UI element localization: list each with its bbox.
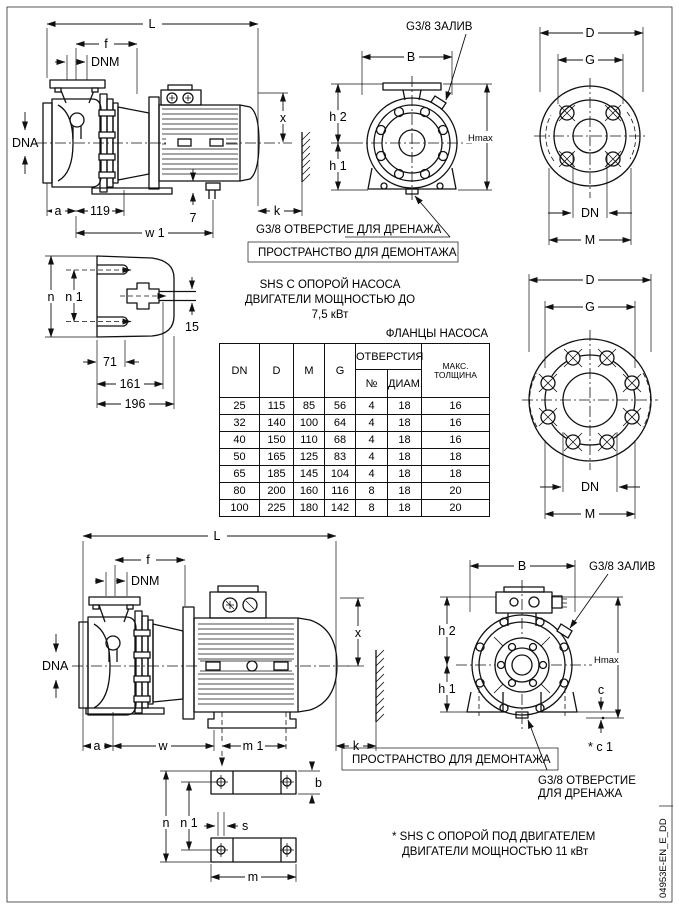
cell: 18	[388, 500, 422, 517]
cell: 8	[356, 483, 388, 500]
motor-foot-plates-view	[158, 751, 322, 884]
drain-callout-line1: G3/8 ОТВЕРСТИЕ	[538, 775, 636, 787]
cell: 40	[220, 432, 260, 449]
cell: 200	[260, 483, 294, 500]
table-header-row-1	[220, 344, 490, 370]
cell: 180	[294, 500, 325, 517]
dim-label-DNA: DNA	[42, 659, 69, 673]
table-row	[220, 432, 490, 449]
flange-view-8holes	[522, 273, 658, 521]
flange-view-4holes	[534, 26, 646, 247]
cell: 83	[325, 449, 356, 466]
cell: 115	[260, 398, 294, 415]
cell: 100	[294, 415, 325, 432]
document-code: 04953E-EN_E_DD	[658, 818, 669, 898]
dim-label-m1: m 1	[242, 739, 264, 753]
dim-label-M: M	[584, 507, 596, 521]
cell: 20	[422, 500, 490, 517]
cell: 4	[356, 398, 388, 415]
dim-label-x: x	[354, 626, 362, 640]
dim-label-D: D	[585, 273, 595, 287]
dim-label-D: D	[585, 26, 595, 40]
dim-label-k: k	[273, 204, 281, 218]
cell: 140	[260, 415, 294, 432]
dim-label-n1: n 1	[65, 290, 83, 304]
dim-label-DNA: DNA	[12, 136, 39, 150]
drain-callout-line2: ДЛЯ ДРЕНАЖА	[538, 788, 623, 800]
cell: 142	[325, 500, 356, 517]
table-row	[220, 449, 490, 466]
cell: 16	[422, 432, 490, 449]
cell: 4	[356, 415, 388, 432]
cell: 18	[422, 466, 490, 483]
cell: 18	[388, 466, 422, 483]
cell: 18	[422, 449, 490, 466]
col-header-diam: ДИАМ.	[388, 370, 422, 398]
dim-label-L: L	[213, 529, 221, 543]
dim-label-h1: h 1	[438, 682, 456, 696]
note-motor-support-line2: ДВИГАТЕЛИ МОЩНОСТЬЮ 11 кВт	[402, 846, 589, 858]
note-pump-support-line1: SHS С ОПОРОЙ НАСОСА	[259, 279, 401, 291]
cell: 56	[325, 398, 356, 415]
cell: 165	[260, 449, 294, 466]
cell: 68	[325, 432, 356, 449]
dim-label-c1: * c 1	[588, 740, 614, 754]
col-header-num: №	[356, 370, 388, 398]
dim-label-m: m	[247, 870, 259, 884]
note-motor-support-line1: * SHS С ОПОРОЙ ПОД ДВИГАТЕЛЕМ	[392, 831, 596, 843]
dim-label-b: b	[315, 776, 322, 790]
col-header-dn: DN	[220, 344, 260, 398]
dim-label-DN: DN	[580, 206, 600, 220]
dim-label-G: G	[585, 300, 595, 314]
fill-plug-callout: G3/8 ЗАЛИВ	[406, 21, 473, 33]
dim-label-B: B	[517, 559, 527, 573]
note-pump-support-line2: ДВИГАТЕЛИ МОЩНОСТЬЮ ДО	[244, 294, 416, 306]
cell: 25	[220, 398, 260, 415]
dismantling-space-label: ПРОСТРАНСТВО ДЛЯ ДЕМОНТАЖА	[352, 754, 551, 766]
cell: 4	[356, 432, 388, 449]
dim-label-DNM: DNM	[91, 55, 120, 69]
col-header-holes: ОТВЕРСТИЯ	[356, 344, 422, 370]
cell: 185	[260, 466, 294, 483]
dim-label-w: w	[158, 739, 168, 753]
dim-label-k: k	[352, 739, 360, 753]
dim-label-71: 71	[103, 355, 117, 369]
dim-label-n: n	[47, 290, 55, 304]
dismantling-space-label: ПРОСТРАНСТВО ДЛЯ ДЕМОНТАЖА	[258, 247, 457, 259]
dim-label-x: x	[279, 111, 287, 125]
dim-label-a: a	[54, 204, 62, 218]
dim-label-c: c	[597, 683, 605, 697]
dim-label-196: 196	[124, 397, 146, 411]
cell: 16	[422, 415, 490, 432]
cell: 80	[220, 483, 260, 500]
dim-label-L: L	[148, 17, 156, 31]
cell: 116	[325, 483, 356, 500]
col-header-max-line1: МАКС.	[442, 360, 469, 371]
cell: 18	[388, 483, 422, 500]
cell: 100	[220, 500, 260, 517]
cell: 18	[388, 398, 422, 415]
dim-label-w1: w 1	[145, 226, 165, 240]
table-row	[220, 466, 490, 483]
drain-callout: G3/8 ОТВЕРСТИЕ ДЛЯ ДРЕНАЖА	[256, 224, 442, 236]
col-header-max-line2: ТОЛЩИНА	[434, 369, 477, 380]
dim-label-h2: h 2	[438, 624, 456, 638]
note-pump-support-line3: 7,5 кВт	[311, 309, 349, 321]
col-header-m: M	[294, 344, 325, 398]
dim-label-s: s	[242, 819, 249, 833]
dim-label-7: 7	[189, 211, 197, 225]
cell: 50	[220, 449, 260, 466]
col-header-g: G	[325, 344, 356, 398]
dim-label-M: M	[584, 233, 596, 247]
dim-label-119: 119	[90, 204, 110, 218]
cell: 32	[220, 415, 260, 432]
dim-label-161: 161	[119, 377, 141, 391]
dim-label-DNM: DNM	[131, 574, 160, 588]
cell: 104	[325, 466, 356, 483]
cell: 65	[220, 466, 260, 483]
col-header-max-thickness	[422, 344, 490, 398]
dim-label-G: G	[585, 53, 595, 67]
cell: 18	[388, 415, 422, 432]
dim-label-h1: h 1	[329, 159, 347, 173]
flange-table	[219, 343, 490, 517]
pump-front-view-small	[248, 21, 500, 262]
table-row	[220, 500, 490, 517]
dim-label-hmax: Hmax	[594, 655, 619, 666]
dim-label-B: B	[406, 50, 416, 64]
pump-side-view-big	[42, 529, 558, 770]
cell: 64	[325, 415, 356, 432]
cell: 85	[294, 398, 325, 415]
pump-side-view-small	[12, 17, 310, 240]
flange-table-title: ФЛАНЦЫ НАСОСА	[385, 328, 488, 340]
dim-label-h2: h 2	[329, 110, 347, 124]
table-row	[220, 483, 490, 500]
dim-label-a: a	[93, 739, 101, 753]
baseplate-top-view	[43, 256, 199, 411]
dim-label-DN: DN	[580, 480, 600, 494]
table-row	[220, 415, 490, 432]
dim-label-f: f	[104, 37, 108, 51]
dim-label-hmax: Hmax	[468, 133, 493, 144]
cell: 8	[356, 500, 388, 517]
dim-label-15: 15	[185, 320, 199, 334]
cell: 18	[388, 432, 422, 449]
cell: 4	[356, 466, 388, 483]
cell: 110	[294, 432, 325, 449]
cell: 16	[422, 398, 490, 415]
dim-label-f: f	[146, 553, 150, 567]
cell: 150	[260, 432, 294, 449]
cell: 4	[356, 449, 388, 466]
dim-label-n1: n 1	[180, 816, 198, 830]
cell: 145	[294, 466, 325, 483]
cell: 20	[422, 483, 490, 500]
dim-label-n: n	[162, 816, 170, 830]
table-row	[220, 398, 490, 415]
col-header-d: D	[260, 344, 294, 398]
cell: 160	[294, 483, 325, 500]
fill-plug-callout: G3/8 ЗАЛИВ	[589, 561, 656, 573]
cell: 18	[388, 449, 422, 466]
cell: 125	[294, 449, 325, 466]
cell: 225	[260, 500, 294, 517]
